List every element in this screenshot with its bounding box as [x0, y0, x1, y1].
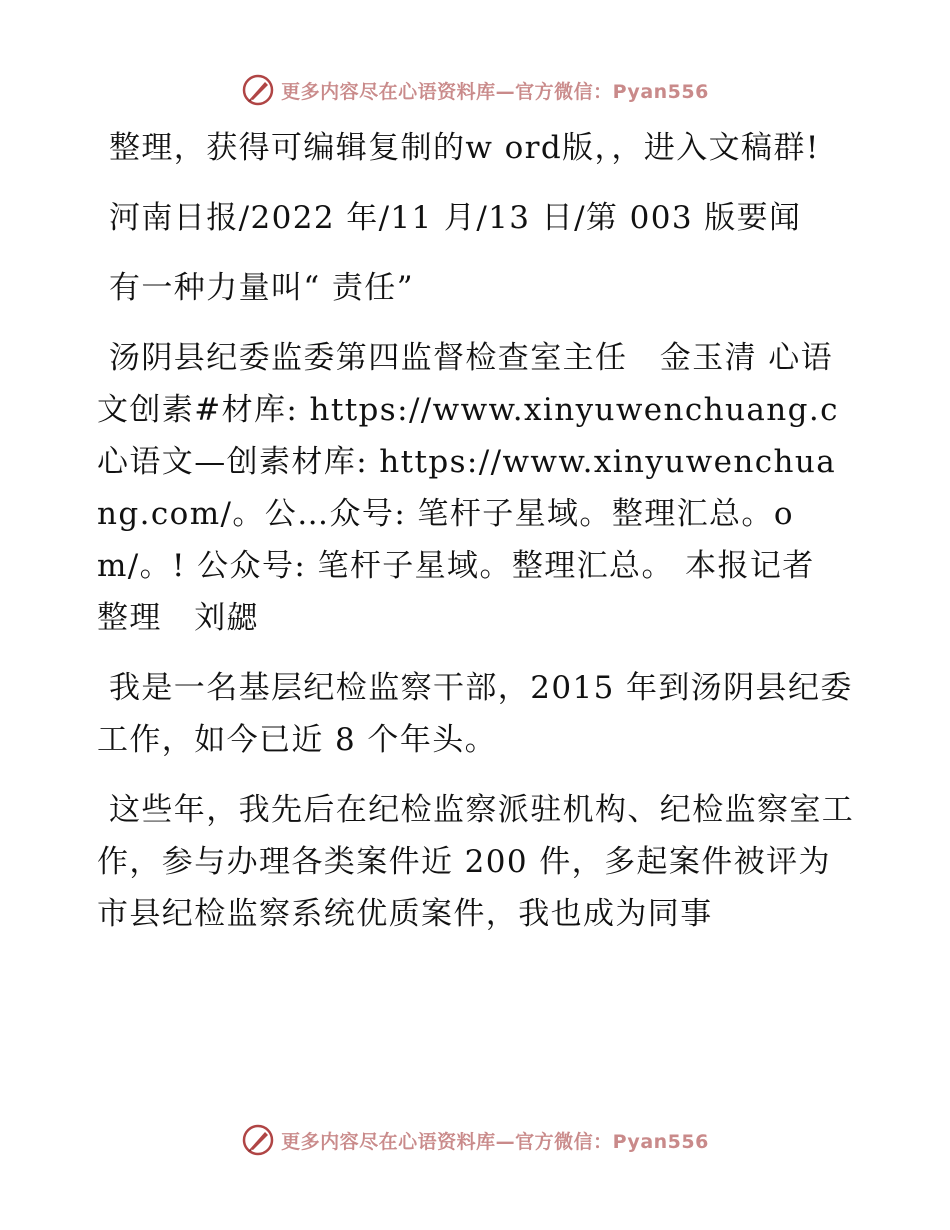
header-banner: [0, 70, 950, 110]
document-body: [97, 122, 857, 940]
document-paragraph: 汤阴县纪委监委第四监督检查室主任 金玉清 心语文创素#材库: https://www.xinyuwenchuang.c心语文—创素材库: https://www.xinyuwenchuang.com/。公…众号: 笔杆子星域。整理汇总。om/。! 公众号: 笔杆子星域。整理汇总。 本报记者 整理 刘勰: [97, 340, 848, 636]
document-paragraph: 我是一名基层纪检监察干部，2015 年到汤阴县纪委工作，如今已近 8 个年头。: [97, 670, 853, 758]
footer-banner-text: 更多内容尽在心语资料库—官方微信：Pyan556: [281, 1130, 709, 1153]
document-paragraph: 河南日报/2022 年/11 月/13 日/第 003 版要闻: [109, 200, 802, 236]
header-banner-text: 更多内容尽在心语资料库—官方微信：Pyan556: [281, 80, 709, 103]
quill-pen-logo-icon: [241, 73, 275, 107]
document-paragraph: 有一种力量叫“ 责任”: [109, 270, 414, 306]
document-paragraph: 这些年，我先后在纪检监察派驻机构、纪检监察室工作，参与办理各类案件近 200 件，多起案件被评为市县纪检监察系统优质案件，我也成为同事: [97, 792, 855, 932]
quill-pen-logo-icon: [241, 1123, 275, 1157]
footer-banner: [0, 1120, 950, 1160]
document-paragraph: 整理，获得可编辑复制的w ord版，，进入文稿群!: [109, 130, 820, 166]
